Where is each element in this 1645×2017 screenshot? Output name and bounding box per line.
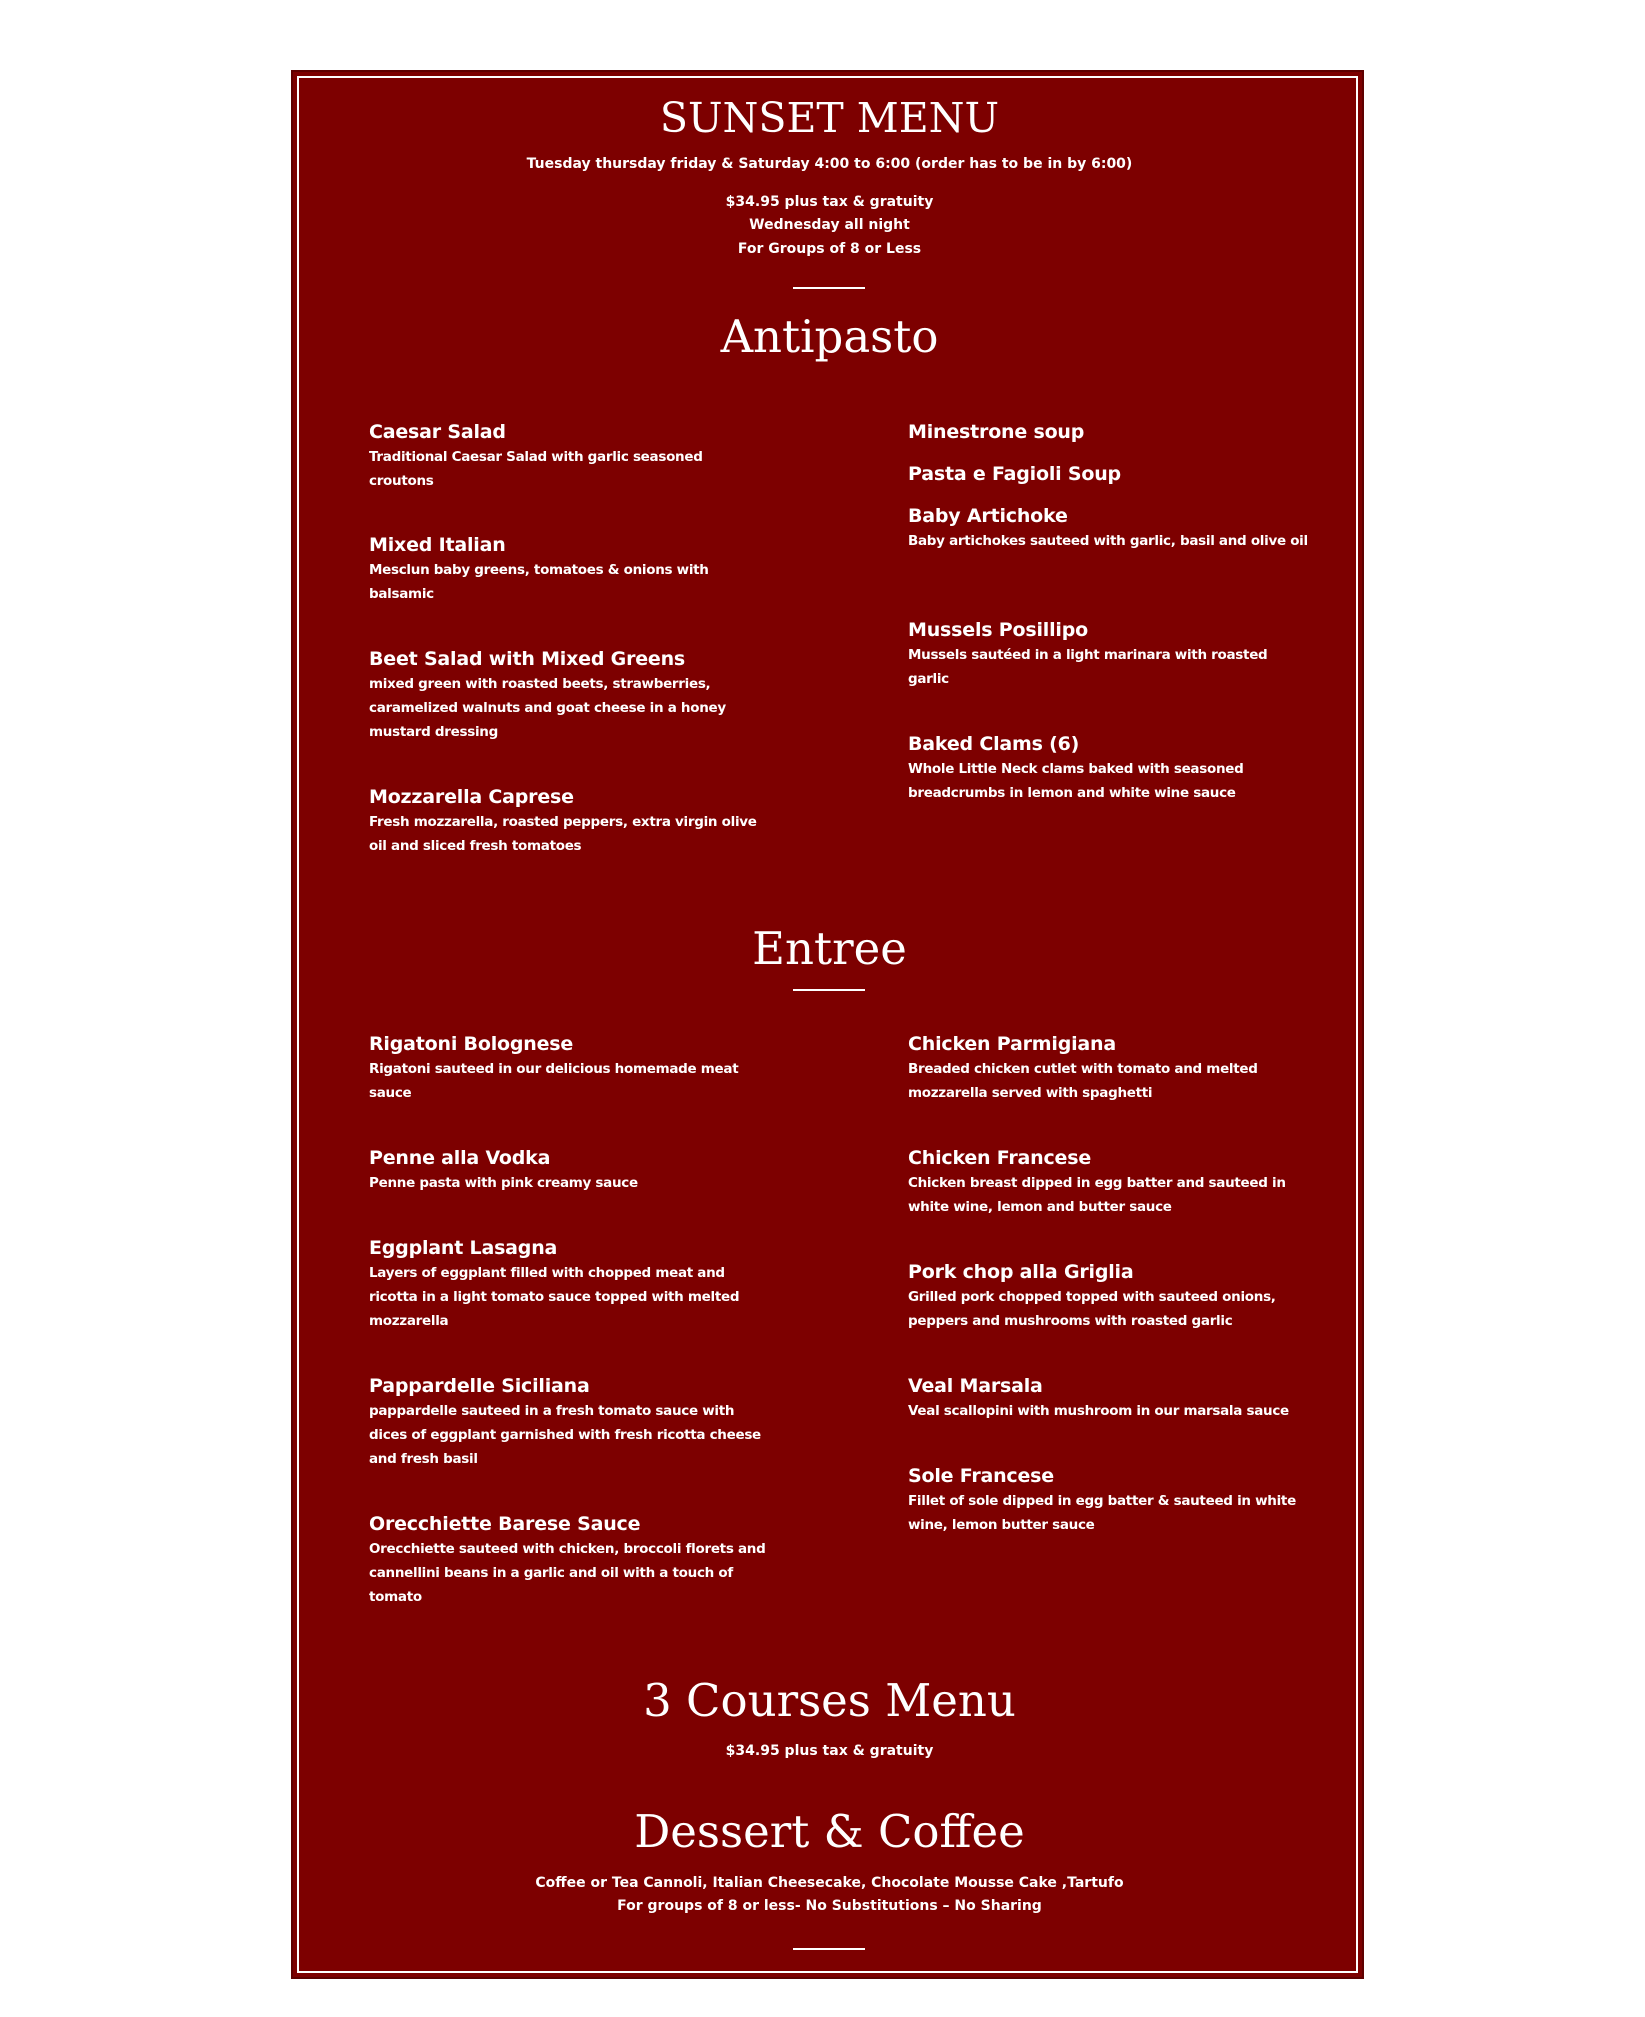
price-text: $34.95 plus tax & gratuity xyxy=(725,194,934,210)
item-description: Whole Little Neck clams baked with seasoned breadcrumbs in lemon and white wine sauce xyxy=(908,761,1244,801)
menu-item xyxy=(908,461,1308,487)
schedule-text: Tuesday thursday friday & Saturday 4:00 to 6:00 (order has to be in by 6:00) xyxy=(526,156,1133,172)
item-description: Grilled pork chopped topped with sauteed onions, peppers and mushrooms with roasted garlic xyxy=(908,1289,1276,1329)
item-name: Minestrone soup xyxy=(908,421,1085,443)
divider xyxy=(793,1948,865,1950)
item-description: Fillet of sole dipped in egg batter & sauteed in white wine, lemon butter sauce xyxy=(908,1493,1296,1533)
item-name: Pappardelle Siciliana xyxy=(369,1375,590,1397)
item-description: Mussels sautéed in a light marinara with roasted garlic xyxy=(908,647,1268,687)
item-name: Caesar Salad xyxy=(369,421,506,443)
groups-text: For Groups of 8 or Less xyxy=(737,241,922,257)
item-name: Beet Salad with Mixed Greens xyxy=(369,648,686,670)
entree-title: Entree xyxy=(752,922,907,975)
item-name: Penne alla Vodka xyxy=(369,1147,551,1169)
courses-title: 3 Courses Menu xyxy=(643,1674,1016,1727)
menu-item xyxy=(908,1373,1308,1423)
item-description: Veal scallopini with mushroom in our marsala sauce xyxy=(908,1403,1289,1419)
item-description: Traditional Caesar Salad with garlic seasoned croutons xyxy=(369,449,703,489)
menu-item xyxy=(369,646,769,744)
item-name: Rigatoni Bolognese xyxy=(369,1033,574,1055)
item-description: Baby artichokes sauteed with garlic, basil and olive oil xyxy=(908,533,1308,549)
item-name: Mixed Italian xyxy=(369,534,506,556)
item-description: Fresh mozzarella, roasted peppers, extra virgin olive oil and sliced fresh tomatoes xyxy=(369,814,757,854)
item-name: Sole Francese xyxy=(908,1465,1054,1487)
item-name: Chicken Francese xyxy=(908,1147,1092,1169)
divider xyxy=(793,287,865,289)
menu-item xyxy=(369,532,769,606)
menu-item xyxy=(908,503,1308,553)
menu-item xyxy=(908,1463,1308,1537)
item-description: Rigatoni sauteed in our delicious homemade meat sauce xyxy=(369,1061,739,1101)
menu-item xyxy=(908,731,1308,805)
item-name: Mussels Posillipo xyxy=(908,619,1088,641)
item-name: Baby Artichoke xyxy=(908,505,1068,527)
item-description: Chicken breast dipped in egg batter and sauteed in white wine, lemon and butter sauce xyxy=(908,1175,1286,1215)
item-description: Penne pasta with pink creamy sauce xyxy=(369,1175,638,1191)
antipasto-title: Antipasto xyxy=(720,310,939,363)
wednesday-text: Wednesday all night xyxy=(749,217,910,233)
item-name: Baked Clams (6) xyxy=(908,733,1080,755)
item-name: Chicken Parmigiana xyxy=(908,1033,1116,1055)
item-description: Breaded chicken cutlet with tomato and melted mozzarella served with spaghetti xyxy=(908,1061,1258,1101)
item-name: Eggplant Lasagna xyxy=(369,1237,558,1259)
menu-item xyxy=(369,1373,769,1471)
menu-item xyxy=(908,1259,1308,1333)
menu-item xyxy=(908,1145,1308,1219)
menu-item xyxy=(369,1235,769,1333)
menu-item xyxy=(369,419,769,493)
dessert-items: Coffee or Tea Cannoli, Italian Cheesecake, Chocolate Mousse Cake ,Tartufo xyxy=(535,1875,1124,1891)
item-name: Orecchiette Barese Sauce xyxy=(369,1513,641,1535)
item-description: mixed green with roasted beets, strawberries, caramelized walnuts and goat cheese in a honey mustard dressing xyxy=(369,676,726,740)
item-name: Pork chop alla Griglia xyxy=(908,1261,1134,1283)
dessert-title: Dessert & Coffee xyxy=(634,1805,1025,1858)
item-name: Veal Marsala xyxy=(908,1375,1043,1397)
menu-item xyxy=(908,419,1308,445)
divider xyxy=(793,989,865,991)
item-name: Pasta e Fagioli Soup xyxy=(908,463,1121,485)
menu-item xyxy=(908,617,1308,691)
item-description: pappardelle sauteed in a fresh tomato sauce with dices of eggplant garnished with fresh ricotta cheese and fresh basil xyxy=(369,1403,761,1467)
item-name: Mozzarella Caprese xyxy=(369,786,574,808)
dessert-rules: For groups of 8 or less- No Substitutions – No Sharing xyxy=(617,1898,1042,1914)
item-description: Orecchiette sauteed with chicken, broccoli florets and cannellini beans in a garlic and oil with a touch of tomato xyxy=(369,1541,766,1605)
menu-item xyxy=(369,1511,769,1609)
courses-price: $34.95 plus tax & gratuity xyxy=(725,1743,934,1759)
menu-item xyxy=(369,1145,769,1195)
menu-panel xyxy=(291,70,1364,1979)
menu-item xyxy=(369,784,769,858)
item-description: Mesclun baby greens, tomatoes & onions with balsamic xyxy=(369,562,709,602)
item-description: Layers of eggplant filled with chopped meat and ricotta in a light tomato sauce topped with melted mozzarella xyxy=(369,1265,740,1329)
menu-title: SUNSET MENU xyxy=(659,94,1000,142)
menu-item xyxy=(369,1031,769,1105)
menu-item xyxy=(908,1031,1308,1105)
